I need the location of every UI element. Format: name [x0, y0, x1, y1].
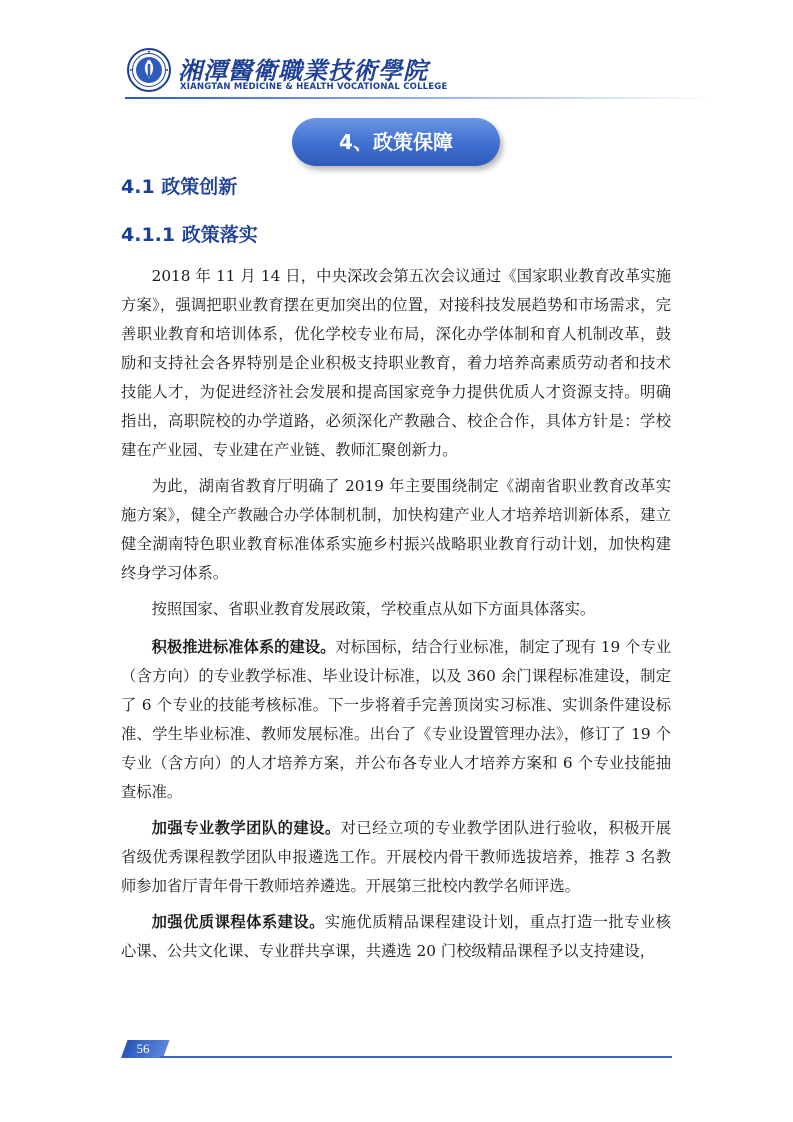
paragraph: [121, 908, 671, 966]
subsection-heading: 4.1.1 政策落实: [121, 224, 258, 246]
paragraph: [121, 472, 671, 588]
paragraph-text: 2018 年 11 月 14 日，中央深改会第五次会议通过《国家职业教育改革实施方案》，强调把职业教育摆在更加突出的位置，对接科技发展趋势和市场需求，完善职业教育和培训体系，优化学校专业布局，深化办学体制和育人机制改革，鼓励和支持社会各界特别是企业积极支持职业教育，着力培养高素质劳动者和技术技能人才，为促进经济社会发展和提高国家竞争力提供优质人才资源支持。明确指出，高职院校的办学道路，必须深化产教融合、校企合作，具体方针是：学校建在产业园、专业建在产业链、教师汇聚创新力。: [121, 267, 671, 459]
page-header: [0, 0, 793, 110]
paragraph-lead: 加强优质课程体系建设。: [151, 913, 325, 931]
paragraph-text: 按照国家、省职业教育发展政策，学校重点从如下方面具体落实。: [151, 600, 596, 618]
footer-divider: [160, 1056, 672, 1058]
paragraph: [121, 814, 671, 901]
paragraph-lead: 积极推进标准体系的建设。: [151, 638, 336, 656]
paragraph-text: 对已经立项的专业教学团队进行验收，积极开展省级优秀课程教学团队申报遴选工作。开展校内骨干教师选拔培养，推荐 3 名教师参加省厅青年骨干教师培养遴选。开展第三批校内教学名师评选。: [121, 819, 671, 895]
school-seal-icon: [127, 48, 171, 92]
paragraph: [121, 633, 671, 807]
school-name-cn: 湘潭醫衛職業技術學院: [178, 56, 428, 85]
section-heading: 4.1 政策创新: [121, 176, 238, 198]
body-text: [121, 262, 671, 973]
header-divider: [125, 97, 715, 99]
school-name-en: XIANGTAN MEDICINE & HEALTH VOCATIONAL COLLEGE: [180, 82, 448, 92]
paragraph-lead: 加强专业教学团队的建设。: [151, 819, 341, 837]
paragraph-text: 对标国标，结合行业标准，制定了现有 19 个专业（含方向）的专业教学标准、毕业设计标准，以及 360 余门课程标准建设，制定了 6 个专业的技能考核标准。下一步将着手完善顶岗实习标准、实训条件建设标准、学生毕业标准、教师发展标准。出台了《专业设置管理办法》，修订了 19 个专业（含方向）的人才培养方案，并公布各专业人才培养方案和 6 个专业技能抽查标准。: [121, 638, 671, 801]
paragraph-text: 实施优质精品课程建设计划，重点打造一批专业核心课、公共文化课、专业群共享课，共遴选 20 门校级精品课程予以支持建设，: [121, 913, 671, 960]
paragraph: [121, 262, 671, 465]
paragraph-text: 为此，湖南省教育厅明确了 2019 年主要围绕制定《湖南省职业教育改革实施方案》，健全产教融合办学体制机制，加快构建产业人才培养培训新体系，建立健全湖南特色职业教育标准体系实施乡村振兴战略职业教育行动计划，加快构建终身学习体系。: [121, 477, 671, 582]
page-number: 56: [136, 1041, 150, 1056]
chapter-banner: 4、政策保障: [292, 118, 500, 166]
paragraph: [121, 595, 671, 624]
